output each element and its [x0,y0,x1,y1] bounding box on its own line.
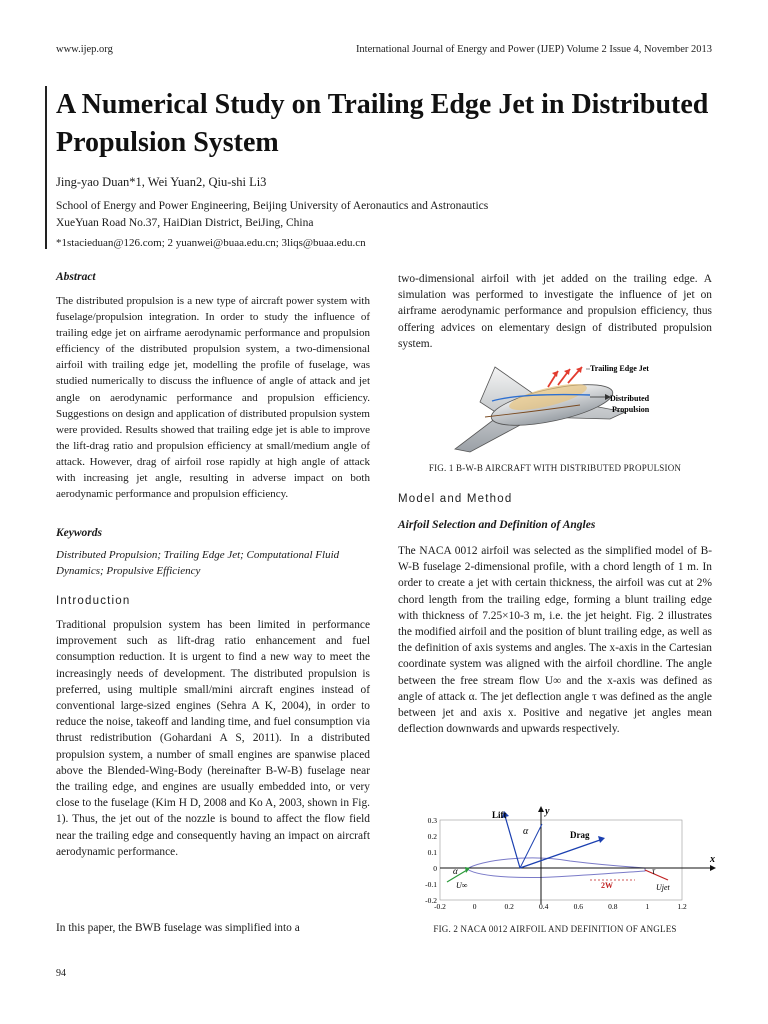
airfoil-subheading: Airfoil Selection and Definition of Angles [398,519,596,531]
y-tick-label: -0.1 [425,880,437,889]
label-drag: Drag [570,830,590,840]
y-tick-label: 0 [433,864,437,873]
label-x: x [710,854,715,865]
x-tick-label: 0.8 [608,902,618,911]
introduction-paragraph-2: In this paper, the BWB fuselage was simplified into a [56,922,300,934]
y-tick-label: 0.2 [427,832,437,841]
title-rule [45,86,47,249]
label-2w: 2W [601,881,613,890]
label-propulsion: Propulsion [612,405,650,414]
label-uinf: U∞ [456,881,468,890]
label-distributed: Distributed [610,394,650,403]
keywords-heading: Keywords [56,527,102,539]
introduction-heading: Introduction [56,595,131,607]
x-tick-label: 0.2 [504,902,514,911]
x-tick-label: 0.4 [539,902,549,911]
figure-1-aircraft [440,357,690,457]
page-number: 94 [56,968,66,979]
figure-2-airfoil [420,804,720,914]
keywords-body: Distributed Propulsion; Trailing Edge Jet; Computational Fluid Dynamics; Propulsive Efficiency [56,549,340,578]
y-tick-label: 0.1 [427,848,437,857]
paper-title: A Numerical Study on Trailing Edge Jet in Distributed Propulsion System [56,89,709,158]
model-body: The NACA 0012 airfoil was selected as the simplified model of B-W-B fuselage 2-dimensional profile, with a chord length of 1 m. In order to create a jet with certain thickness, the airfoil was cut at 2% chord length from the trailing edge, forming a blunt trailing edge with thickness of 7.25×10-3 m, i.e. the jet height. Fig. 2 illustrates the modified airfoil and the position of blunt trailing edge, as well as the definition of axis systems and angles. The x-axis in the Cartesian coordinate system was aligned with the airfoil chordline. The angle between the free stream flow U∞ and the x-axis was defined as angle of attack α. The jet deflection angle τ was defined as the angle between jet and axis x. Positive and negative jet angles mean deflection downwards and upwards respectively. [398,545,712,736]
label-trailing-edge-jet: Trailing Edge Jet [590,364,649,373]
affiliation-line-1: School of Energy and Power Engineering, Beijing University of Aeronautics and Astronautics [56,200,489,212]
introduction-paragraph-1: Traditional propulsion system has been limited in performance improvement such as lift-drag ratio enhancement and fuel consumption reduction. It is urgent to find a new way to meet the increasingly needs of development. The distributed propulsion is preferred, using multiple small/mini aircraft engines instead of conventional large-sized engines (Sehra A K, 2004), in order to reduce the noise, takeoff and landing time, and fuel consumption via thrust redistribution (Gohardani A S, 2011). In a distributed propulsion system, a number of small engines are spanwise placed above the Blended-Wing-Body (hereinafter B-W-B) fuselage near the trailing edge, and engines are usually embedded into, or very close to the fuselage (Kim H D, 2008 and Ko A, 2003, shown in Fig. 1). Thus, the jet out of the nozzle is bound to affect the flow field near the trailing edge and consequently having an impact on aircraft aerodynamic performance. [56,619,370,858]
abstract-heading: Abstract [56,271,96,283]
x-tick-label: 0 [472,902,477,911]
figure-1-caption: FIG. 1 B-W-B AIRCRAFT WITH DISTRIBUTED PROPULSION [428,463,682,473]
y-tick-label: -0.2 [425,896,437,905]
author-emails[interactable]: *1stacieduan@126.com; 2 yuanwei@buaa.edu.cn; 3liqs@buaa.edu.cn [56,237,366,249]
label-alpha-left: α [453,866,458,876]
journal-issue: International Journal of Energy and Power (IJEP) Volume 2 Issue 4, November 2013 [355,44,712,55]
y-tick-label: 0.3 [427,816,437,825]
x-tick-label: 0.6 [573,902,583,911]
journal-url[interactable]: www.ijep.org [56,44,113,55]
model-method-heading: Model and Method [398,493,513,505]
lift-arrow [505,816,520,868]
abstract-body: The distributed propulsion is a new type of aircraft power system with fuselage/propulsion integration. In order to study the influence of trailing edge jet on airframe aerodynamic performance and propulsion efficiency of the distributed propulsion system, a two-dimensional airfoil with trailing edge jet, modelling the profile of fuselage, was studied numerically to discuss the influence of angle of attack and jet angle on aerodynamic performance and propulsion efficiency. Suggestions on design and application of distributed propulsion system were provided. Results showed that trailing edge jet is able to improve the lift-drag ratio and propulsion efficiency at small/medium angle of attack. However, drag of airfoil rose rapidly at high angle of attack with increasing jet angle, resulting in adverse impact on both aerodynamic performance and propulsion efficiency. [56,295,370,501]
introduction-paragraph-2-continued: two-dimensional airfoil with jet added on the trailing edge. A simulation was performed to investigate the influence of jet on airframe aerodynamic performance and propulsion efficiency, thus offering advices on elementary design of distributed propulsion system. [398,273,712,350]
label-ujet: Ujet [656,883,670,892]
label-y: y [545,806,550,817]
x-tick-label: 1 [645,902,650,911]
x-tick-label: -0.2 [434,902,446,911]
figure-2-caption: FIG. 2 NACA 0012 AIRFOIL AND DEFINITION OF ANGLES [433,924,677,934]
paper-authors: Jing-yao Duan*1, Wei Yuan2, Qiu-shi Li3 [56,175,267,189]
label-tau: τ [652,866,656,876]
affiliation-line-2: XueYuan Road No.37, HaiDian District, BeiJing, China [56,217,314,229]
figure-2-axes [425,816,687,911]
x-tick-label: 1.2 [677,902,687,911]
jet-arrow [645,870,668,880]
label-alpha-top: α [523,826,529,837]
label-lift: Lift [492,810,507,820]
